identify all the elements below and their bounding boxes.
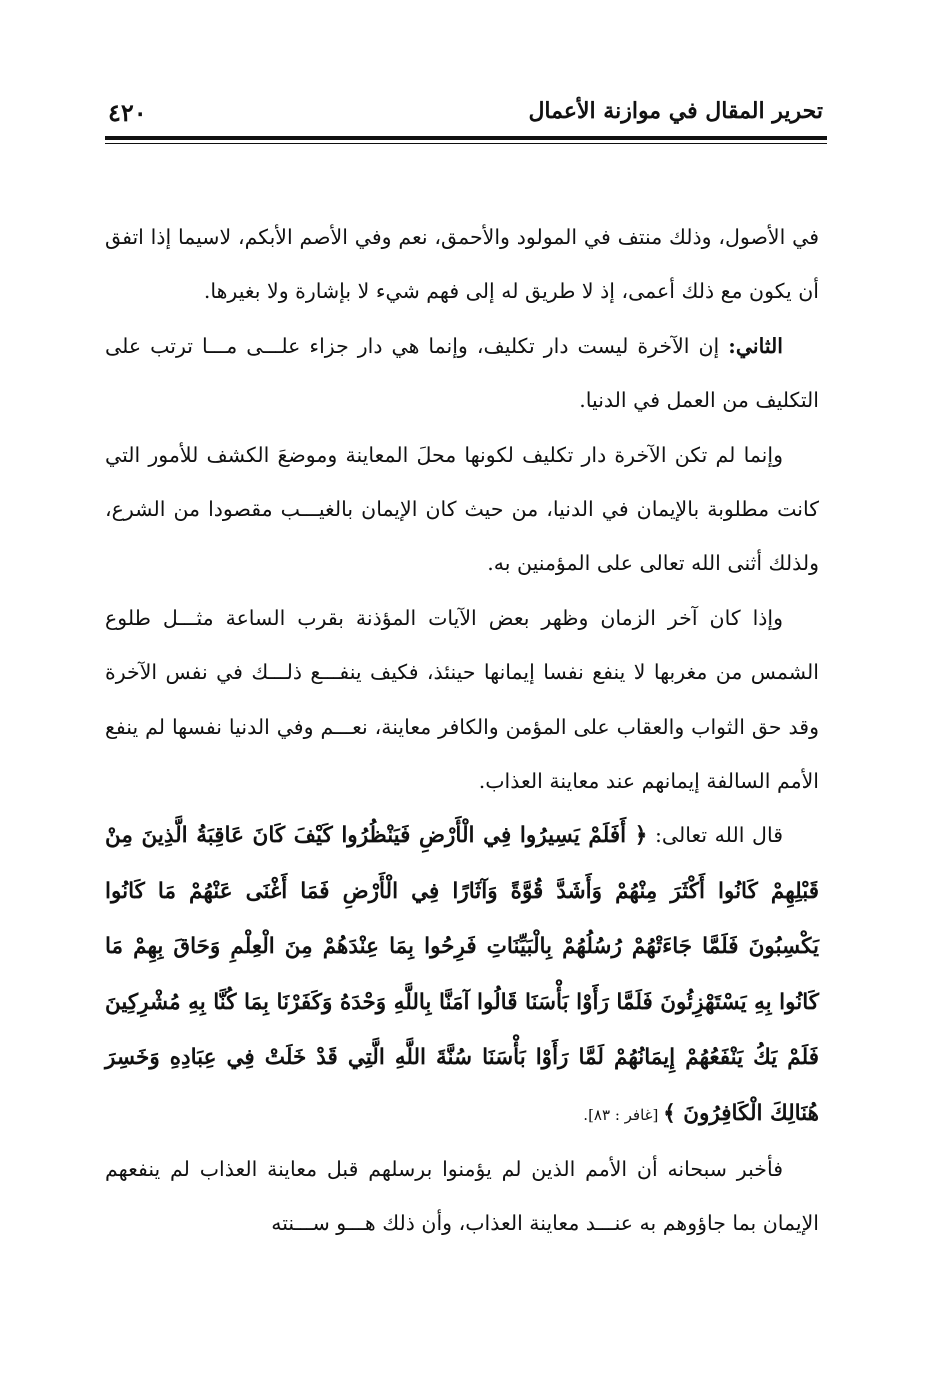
verse-reference: [غافر : ٨٣]. (583, 1105, 664, 1124)
verse-intro: قال الله تعالى: (647, 823, 783, 848)
paragraph-3: وإنما لم تكن الآخرة دار تكليف لكونها محلَ المعاينة وموضعَ الكشف للأمور التي كانت مطلوبة بالإيمان في الدنيا، من حيث كان الإيمان بالغيـــب مقصودا من الشرع، ولذلك أثنى الله تعالى على المؤمنين به. (105, 442, 819, 576)
paragraph-6: فأخبر سبحانه أن الأمم الذين لم يؤمنوا برسلهم قبل معاينة العذاب لم ينفعهم الإيمان بما جاؤوهم به عنـــد معاينة العذاب، وأن ذلك هـــو ســـنته (105, 1156, 819, 1236)
page-number: ٤٢٠ (108, 98, 147, 127)
page-body (105, 210, 819, 1251)
page-header (108, 92, 823, 132)
paragraph-4: وإذا كان آخر الزمان وظهر بعض الآيات المؤذنة بقرب الساعة مثـــل طلوع الشمس من مغربها لا ينفع نفسا إيمانها حينئذ، فكيف ينفـــع ذلـــك في نفس الآخرة وقد حق الثواب والعقاب على المؤمن والكافر معاينة، نعـــم وفي الدنيا نفسها لم ينفع الأمم السالفة إيمانهم عند معاينة العذاب. (105, 605, 819, 794)
header-rule-thin (105, 143, 827, 144)
paragraph-5 (105, 808, 819, 1141)
paragraph-2 (105, 319, 819, 428)
paragraph-1: في الأصول، وذلك منتف في المولود والأحمق، نعم وفي الأصم الأبكم، لاسيما إذا اتفق أن يكون مع ذلك أعمى، إذ لا طريق له إلى فهم شيء لا بإشارة ولا بغيرها. (105, 225, 819, 304)
header-rule-thick (105, 136, 827, 140)
quran-verse: ﴿ أَفَلَمْ يَسِيرُوا فِي الْأَرْضِ فَيَنْظُرُوا كَيْفَ كَانَ عَاقِبَةُ الَّذِينَ مِنْ قَبْلِهِمْ كَانُوا أَكْثَرَ مِنْهُمْ وَأَشَدَّ قُوَّةً وَآثَارًا فِي الْأَرْضِ فَمَا أَغْنَى عَنْهُمْ مَا كَانُوا يَكْسِبُونَ فَلَمَّا جَاءَتْهُمْ رُسُلُهُمْ بِالْبَيِّنَاتِ فَرِحُوا بِمَا عِنْدَهُمْ مِنَ الْعِلْمِ وَحَاقَ بِهِمْ مَا كَانُوا بِهِ يَسْتَهْزِئُونَ فَلَمَّا رَأَوْا بَأْسَنَا قَالُوا آمَنَّا بِاللَّهِ وَحْدَهُ وَكَفَرْنَا بِمَا كُنَّا بِهِ مُشْرِكِينَ فَلَمْ يَكُ يَنْفَعُهُمْ إِيمَانُهُمْ لَمَّا رَأَوْا بَأْسَنَا سُنَّةَ اللَّهِ الَّتِي قَدْ خَلَتْ فِي عِبَادِهِ وَخَسِرَ هُنَالِكَ الْكَافِرُونَ ﴾ (105, 823, 819, 1126)
book-title: تحرير المقال في موازنة الأعمال (528, 98, 823, 124)
paragraph-2-text: إن الآخرة ليست دار تكليف، وإنما هي دار جزاء علـــى مـــا ترتب على التكليف من العمل في الدنيا. (105, 333, 819, 413)
paragraph-2-lead: الثاني: (728, 333, 783, 358)
